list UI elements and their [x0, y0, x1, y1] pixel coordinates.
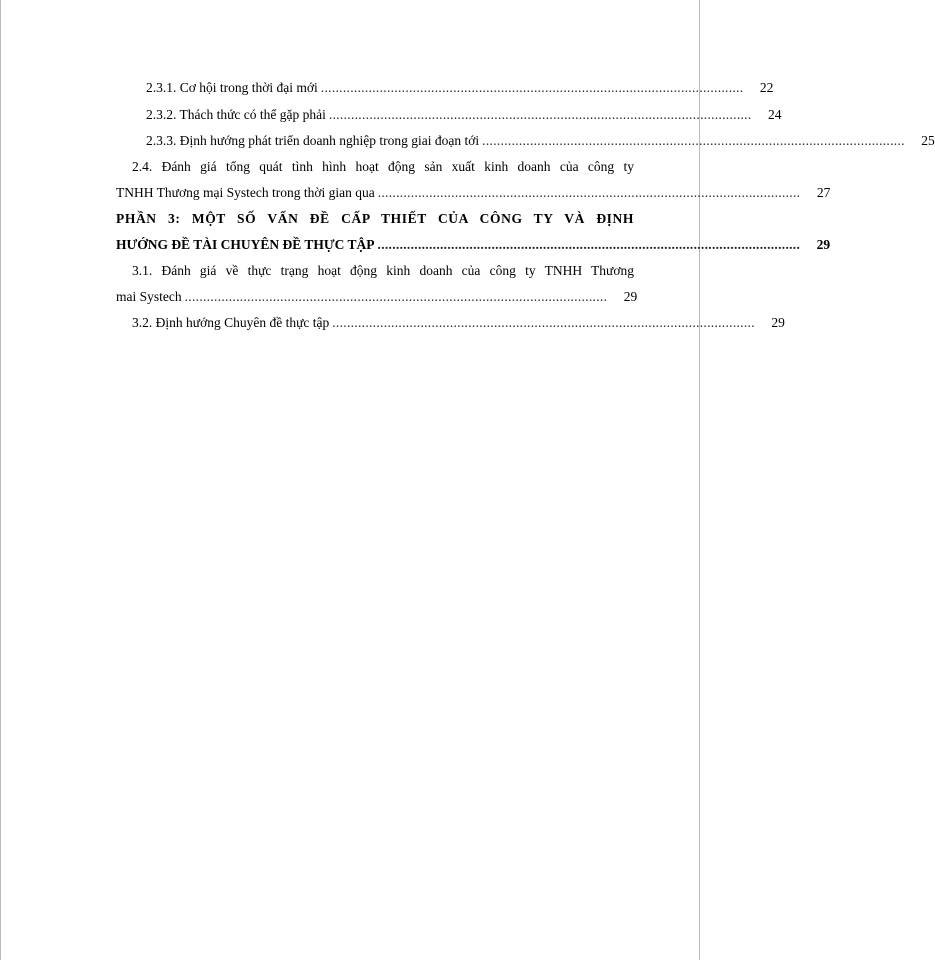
toc-dot-leader: ...................................................................................................................: [320, 80, 744, 95]
toc-entry-title: mai Systech: [116, 289, 182, 304]
toc-entry-2-3-2[interactable]: [146, 106, 782, 124]
toc-entry-2-3-1[interactable]: [146, 79, 774, 97]
toc-dot-leader: ...................................................................................................................: [482, 133, 905, 148]
toc-dot-leader: ...................................................................................................................: [377, 237, 801, 252]
toc-entry-title: 3.2. Định hướng Chuyên đề thực tập: [132, 315, 330, 330]
toc-entry-2-4[interactable]: [116, 184, 831, 202]
toc-dot-leader: ...................................................................................................................: [377, 185, 801, 200]
toc-entry-title: TNHH Thương mại Systech trong thời gian qua: [116, 185, 375, 200]
toc-section-3[interactable]: [116, 236, 831, 254]
toc-dot-leader: ...................................................................................................................: [332, 315, 755, 330]
toc-page-number: 27: [816, 185, 831, 200]
toc-entry-3-1-line1[interactable]: 3.1. Đánh giá về thực trạng hoạt động kinh doanh của công ty TNHH Thương: [132, 263, 634, 278]
toc-page-number: 29: [771, 315, 785, 330]
toc-section-3-line1[interactable]: PHẦN 3: MỘT SỐ VẤN ĐỀ CẤP THIẾT CỦA CÔNG TY VÀ ĐỊNH: [116, 211, 634, 226]
toc-entry-title: HƯỚNG ĐỀ TÀI CHUYÊN ĐỀ THỰC TẬP: [116, 237, 375, 252]
toc-entry-3-1[interactable]: [116, 288, 638, 306]
toc-dot-leader: ...................................................................................................................: [328, 107, 752, 122]
toc-page-number: 25: [921, 133, 935, 148]
toc-entry-3-2[interactable]: [132, 314, 785, 332]
toc-page-number: 29: [816, 237, 831, 252]
toc-page-number: 24: [768, 107, 782, 122]
toc-dot-leader: ...................................................................................................................: [184, 289, 608, 304]
toc-entry-2-4-line1[interactable]: 2.4. Đánh giá tổng quát tình hình hoạt động sản xuất kinh doanh của công ty: [132, 159, 634, 174]
toc-page-number: 29: [623, 289, 638, 304]
page-left-edge: [0, 0, 1, 960]
toc-page-number: 22: [759, 80, 774, 95]
toc-entry-title: 2.3.2. Thách thức có thể gặp phải: [146, 107, 326, 122]
toc-entry-title: 2.3.1. Cơ hội trong thời đại mới: [146, 80, 318, 95]
toc-entry-title: 2.3.3. Định hướng phát triển doanh nghiệp trong giai đoạn tới: [146, 133, 480, 148]
toc-entry-2-3-3[interactable]: [146, 132, 935, 150]
